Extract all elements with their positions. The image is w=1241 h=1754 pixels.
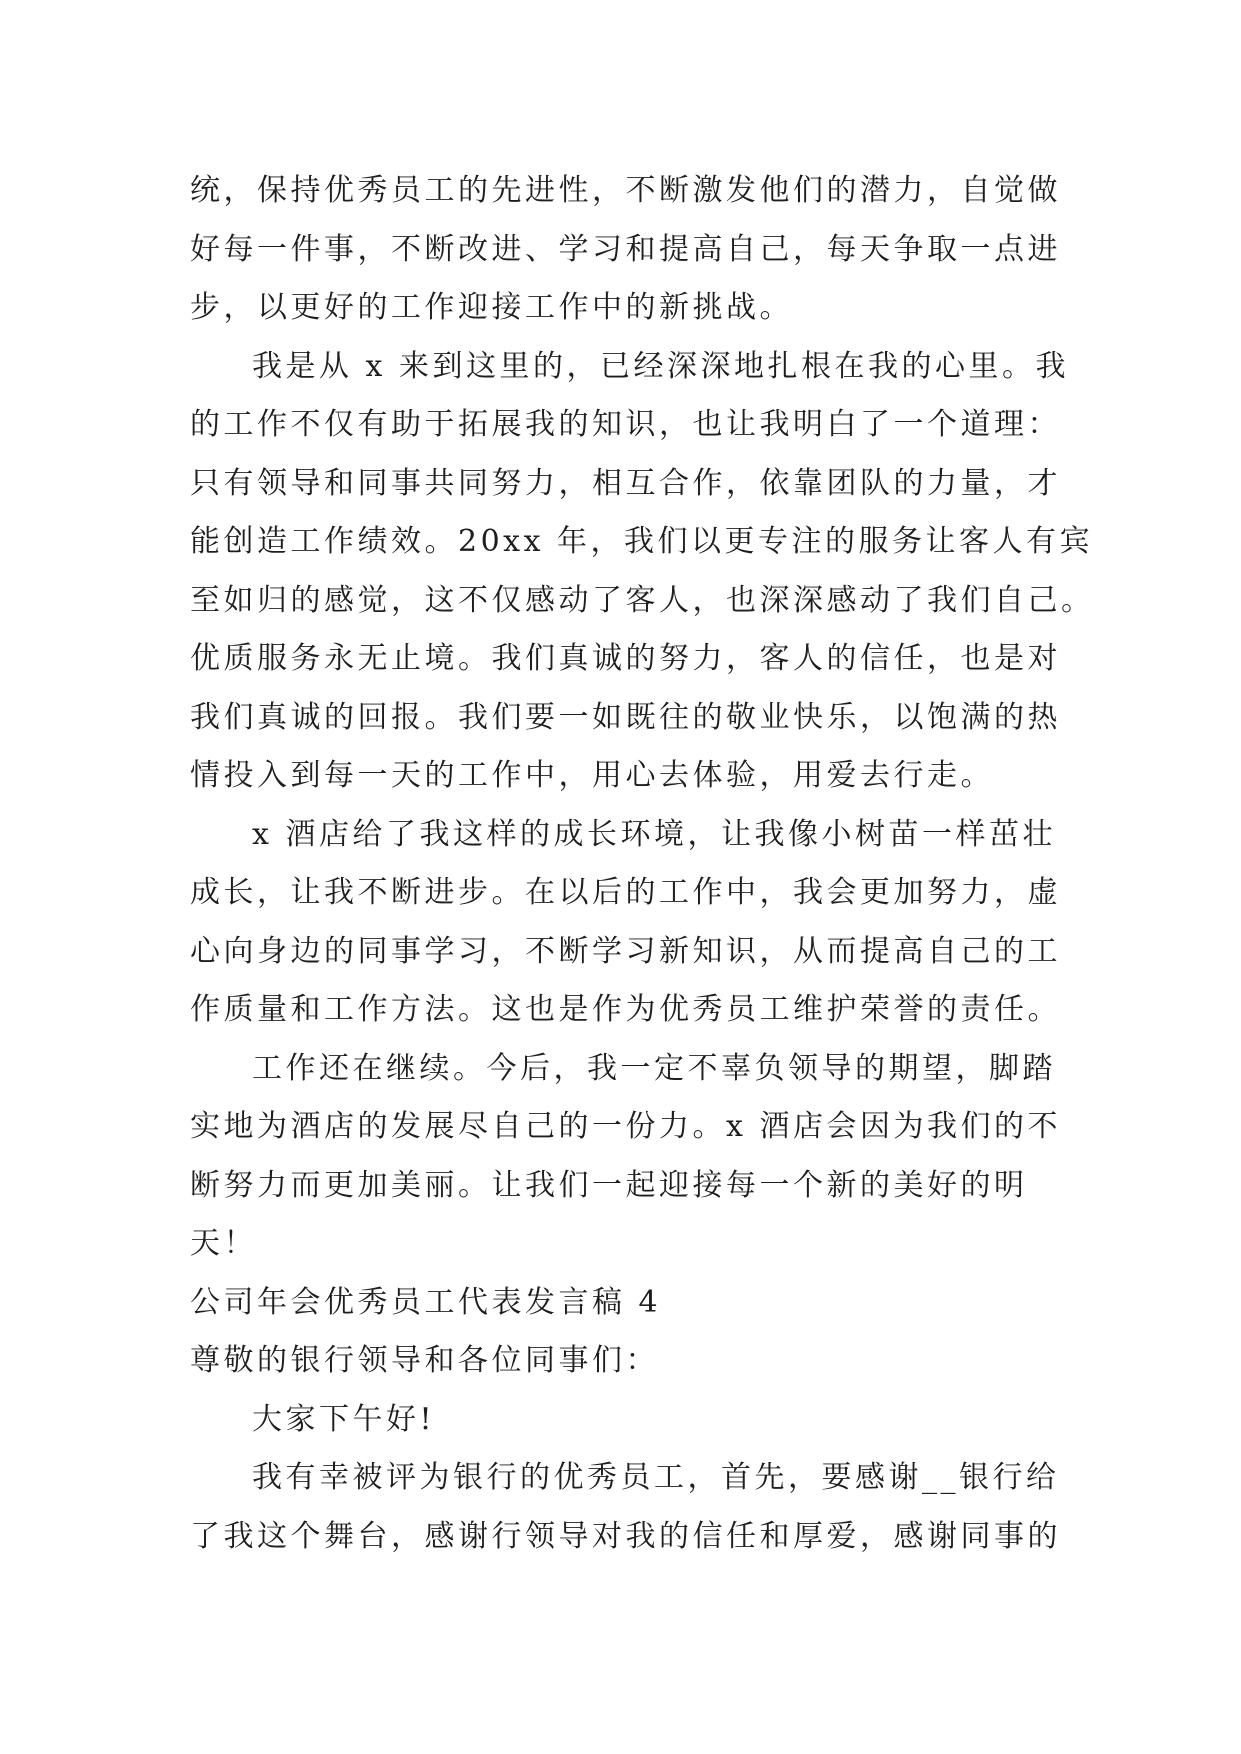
paragraph-start-line: 我有幸被评为银行的优秀员工，首先，要感谢__银行给: [252, 1460, 1060, 1495]
paragraph-start-line: 工作还在继续。今后，我一定不辜负领导的期望，脚踏: [252, 1050, 1056, 1086]
text-line: 能创造工作绩效。20xx 年，我们以更专注的服务让客人有宾: [190, 524, 1094, 559]
text-line: 了我这个舞台，感谢行领导对我的信任和厚爱，感谢同事的: [190, 1518, 1061, 1554]
text-line: 统，保持优秀员工的先进性，不断激发他们的潜力，自觉做: [190, 173, 1061, 208]
salutation: 尊敬的银行领导和各位同事们：: [190, 1343, 659, 1378]
text-line: 天！: [190, 1226, 257, 1261]
text-line: 断努力而更加美丽。让我们一起迎接每一个新的美好的明: [190, 1167, 1028, 1203]
text-line: 好每一件事，不断改进、学习和提高自己，每天争取一点进: [190, 231, 1061, 267]
text-line: 情投入到每一天的工作中，用心去体验，用爱去行走。: [190, 758, 994, 793]
text-line: 心向身边的同事学习，不断学习新知识，从而提高自己的工: [190, 933, 1061, 969]
text-line: 实地为酒店的发展尽自己的一份力。x 酒店会因为我们的不: [190, 1109, 1061, 1144]
greeting: 大家下午好!: [252, 1401, 436, 1437]
text-line: 作质量和工作方法。这也是作为优秀员工维护荣誉的责任。: [190, 992, 1061, 1027]
text-line: 的工作不仅有助于拓展我的知识，也让我明白了一个道理：: [190, 407, 1061, 442]
section-heading: 公司年会优秀员工代表发言稿 4: [190, 1284, 662, 1320]
text-line: 只有领导和同事共同努力，相互合作，依靠团队的力量，才: [190, 465, 1061, 501]
text-line: 至如归的感觉，这不仅感动了客人，也深深感动了我们自己。: [190, 582, 1095, 618]
document-body: [190, 162, 1095, 1566]
text-line: 步，以更好的工作迎接工作中的新挑战。: [190, 290, 793, 325]
paragraph-start-line: 我是从 x 来到这里的，已经深深地扎根在我的心里。我: [252, 348, 1069, 384]
text-line: 优质服务永无止境。我们真诚的努力，客人的信任，也是对: [190, 641, 1061, 676]
text-line: 我们真诚的回报。我们要一如既往的敬业快乐，以饱满的热: [190, 699, 1061, 735]
text-line: 成长，让我不断进步。在以后的工作中，我会更加努力，虚: [190, 875, 1061, 910]
paragraph-start-line: x 酒店给了我这样的成长环境，让我像小树苗一样茁壮: [252, 816, 1056, 852]
